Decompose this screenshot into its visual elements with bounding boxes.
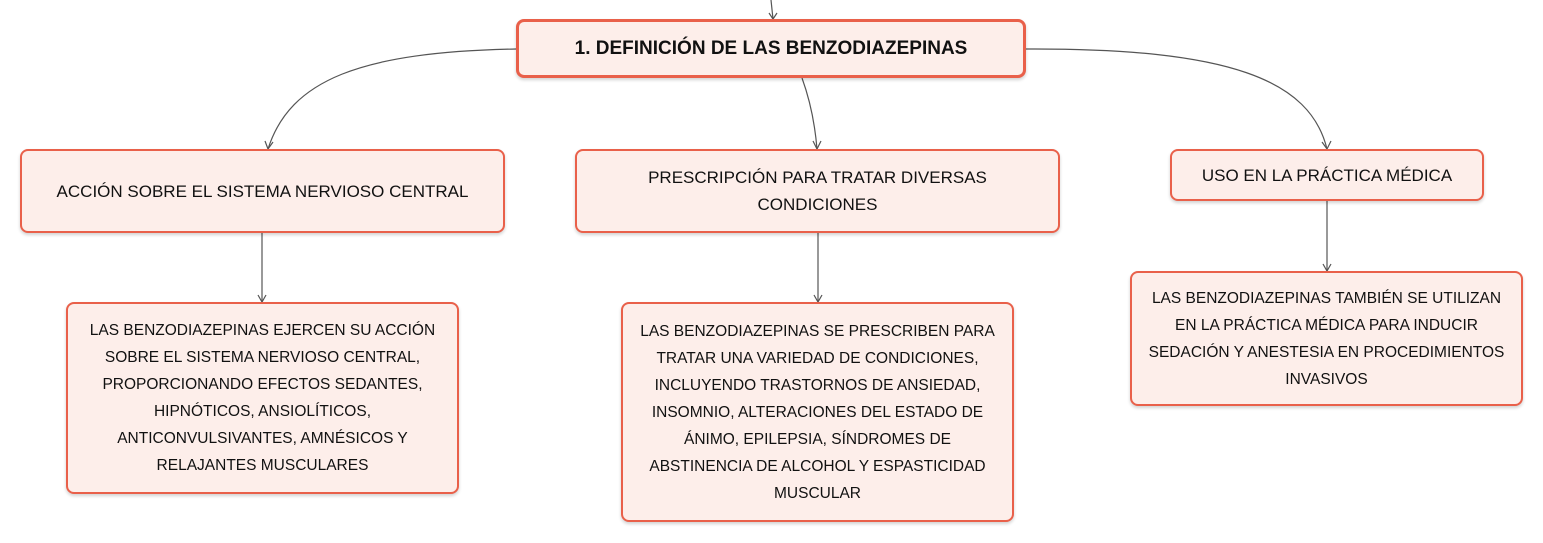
detail-prescripcion[interactable] <box>621 302 1014 522</box>
root-topic[interactable] <box>516 19 1026 78</box>
detail-text: LAS BENZODIAZEPINAS EJERCEN SU ACCIÓN SOBRE EL SISTEMA NERVIOSO CENTRAL, PROPORCIONANDO EFECTOS SEDANTES, HIPNÓTICOS, ANSIOLÍTICOS, ANTICONVULSIVANTES, AMNÉSICOS Y RELAJANTES MUSCULARES <box>89 322 436 474</box>
connector-root-uso <box>1026 49 1327 149</box>
topic-accion-snc[interactable] <box>20 149 505 233</box>
detail-text: LAS BENZODIAZEPINAS TAMBIÉN SE UTILIZAN EN LA PRÁCTICA MÉDICA PARA INDUCIR SEDACIÓN Y ANESTESIA EN PROCEDIMIENTOS INVASIVOS <box>1148 289 1505 388</box>
topic-uso-practica-medica[interactable] <box>1170 149 1484 201</box>
topic-label: USO EN LA PRÁCTICA MÉDICA <box>1201 165 1453 185</box>
connector-root-accion <box>268 49 516 149</box>
topic-prescripcion[interactable] <box>575 149 1060 233</box>
connector-root-prescrip <box>802 78 817 149</box>
root-topic-label: 1. DEFINICIÓN DE LAS BENZODIAZEPINAS <box>574 37 968 59</box>
topic-label: PRESCRIPCIÓN PARA TRATAR DIVERSAS CONDICIONES <box>648 168 987 214</box>
detail-uso-practica-medica[interactable] <box>1130 271 1523 406</box>
topic-label: ACCIÓN SOBRE EL SISTEMA NERVIOSO CENTRAL <box>56 181 469 201</box>
detail-text: LAS BENZODIAZEPINAS SE PRESCRIBEN PARA TRATAR UNA VARIEDAD DE CONDICIONES, INCLUYENDO TRASTORNOS DE ANSIEDAD, INSOMNIO, ALTERACIONES DEL ESTADO DE ÁNIMO, EPILEPSIA, SÍNDROMES DE ABSTINENCIA DE ALCOHOL Y ESPASTICIDAD MUSCULAR <box>640 322 995 502</box>
detail-accion-snc[interactable] <box>66 302 459 494</box>
